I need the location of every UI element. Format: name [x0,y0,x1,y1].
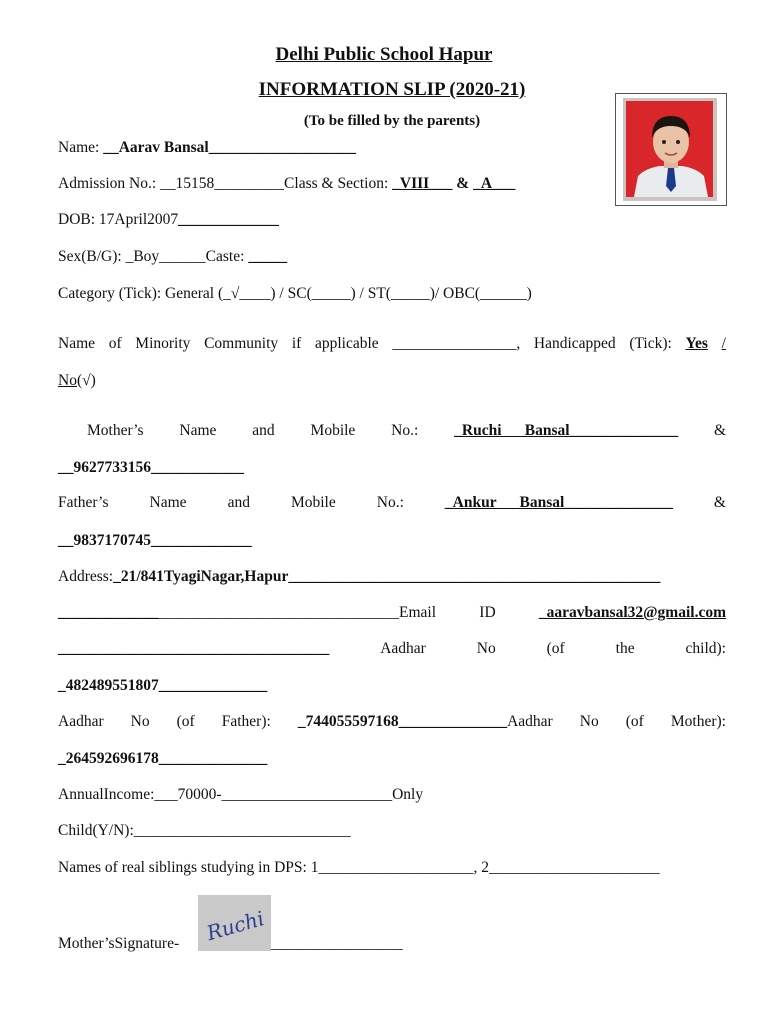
father-row [58,493,726,513]
mother-mobile: __9627733156____________ [58,459,244,476]
aadhar-mother-value: _264592696178______________ [58,750,268,767]
handicapped-yes: Yes [685,335,708,352]
admission-label: Admission No.: __15158_________Class & Section: [58,175,393,192]
father-word: Mobile [290,494,336,511]
form-subtitle: (To be filled by the parents) [303,113,481,129]
section-value: _A___ [473,175,516,192]
caste-blank: _____ [248,248,288,265]
form-title: INFORMATION SLIP (2020-21) [258,79,526,100]
father-word: No.: [376,494,404,511]
mother-signature-image [198,895,271,951]
aadhar-child-word: the [615,640,635,657]
mother-word: and [252,422,275,439]
mother-word: Mother’s [87,422,144,439]
minority-word: applicable [314,335,379,352]
signature-icon [198,895,271,951]
minority-row [58,334,726,354]
minority-word: if [291,335,302,352]
minority-blank: ________________, [392,335,521,352]
class-section-amp: & [452,175,474,192]
student-photo-icon [616,94,726,205]
father-mobile: __9837170745_____________ [58,532,252,549]
address-label: Address: [58,568,114,585]
category-row: Category (Tick): General (_√____) / SC(_____) / ST(_____)/ OBC(______) [58,285,532,302]
aadhar-father-word: Father): [221,713,271,730]
minority-word: of [108,335,122,352]
dob-row [58,210,279,230]
minority-word: (Tick): [629,335,672,352]
father-amp: & [713,494,726,511]
aadhar-child-word: Aadhar [380,640,426,657]
aadhar-father-word: (of [176,713,195,730]
aadhar-mother-word: Mother): [670,713,726,730]
mother-name-value: _Ruchi Bansal______________ [454,422,679,439]
school-name: Delhi Public School Hapur [275,44,493,65]
aadhar-parents-row [58,712,726,732]
email-label: Email [399,604,437,621]
aadhar-father-word: Aadhar [58,713,104,730]
email-blank-2: _______________________________ [158,604,399,621]
handicapped-slash: / [721,335,726,352]
minority-word: Community [204,335,279,352]
class-value: _VIII___ [392,175,453,192]
address-row [58,567,660,587]
minority-word: Minority [135,335,191,352]
student-photo [615,93,727,206]
mother-word: Name [179,422,217,439]
name-value: __Aarav Bansal___________________ [103,139,356,156]
handicapped-tick: (√) [76,372,96,389]
aadhar-mother-word: No [579,713,599,730]
father-word: Name [149,494,187,511]
handicapped-no-row [58,371,96,391]
aadhar-mother-word: (of [625,713,644,730]
aadhar-father-value: _744055597168______________ [297,713,508,730]
minority-word: Handicapped [533,335,616,352]
sex-label: Sex(B/G): _Boy______Caste: [58,248,249,265]
mother-word: Mobile [310,422,356,439]
email-blank: _____________ [58,604,159,621]
father-word: Father’s [58,494,109,511]
mother-signature-label: Mother’sSignature- [58,935,180,952]
aadhar-child-word: child): [685,640,726,657]
minority-word: Name [58,335,96,352]
address-value: _21/841TyagiNagar,Hapur________________________________________________ [113,568,661,585]
admission-row [58,174,515,194]
sex-row [58,247,287,267]
income-row: AnnualIncome:___70000-______________________Only [58,786,424,803]
name-row [58,138,356,158]
dob-blank: _____________ [178,211,279,228]
aadhar-child-blank: ___________________________________ [58,640,330,657]
aadhar-father-word: No [130,713,150,730]
dob-label: DOB: 17April2007 [58,211,179,228]
father-word: and [227,494,250,511]
mother-word: No.: [391,422,419,439]
siblings-row: Names of real siblings studying in DPS: 1____________________, 2______________________ [58,859,660,876]
email-row [58,603,726,623]
mother-row [87,421,726,441]
handicapped-no: No [58,372,77,389]
mother-amp: & [713,422,726,439]
svg-text:Ruchi: Ruchi [204,906,267,946]
aadhar-child-value: _482489551807______________ [58,677,268,694]
name-label: Name: [58,139,104,156]
father-name-value: _Ankur Bansal______________ [444,494,673,511]
signature-blank: _________________ [271,935,403,952]
email-id-label: ID [479,604,496,621]
email-value: _aaravbansal32@gmail.com [538,604,726,621]
aadhar-child-word: No [476,640,496,657]
aadhar-mother-word: Aadhar [507,713,553,730]
aadhar-child-row [58,639,726,659]
child-row: Child(Y/N):____________________________ [58,822,351,839]
aadhar-child-word: (of [546,640,565,657]
